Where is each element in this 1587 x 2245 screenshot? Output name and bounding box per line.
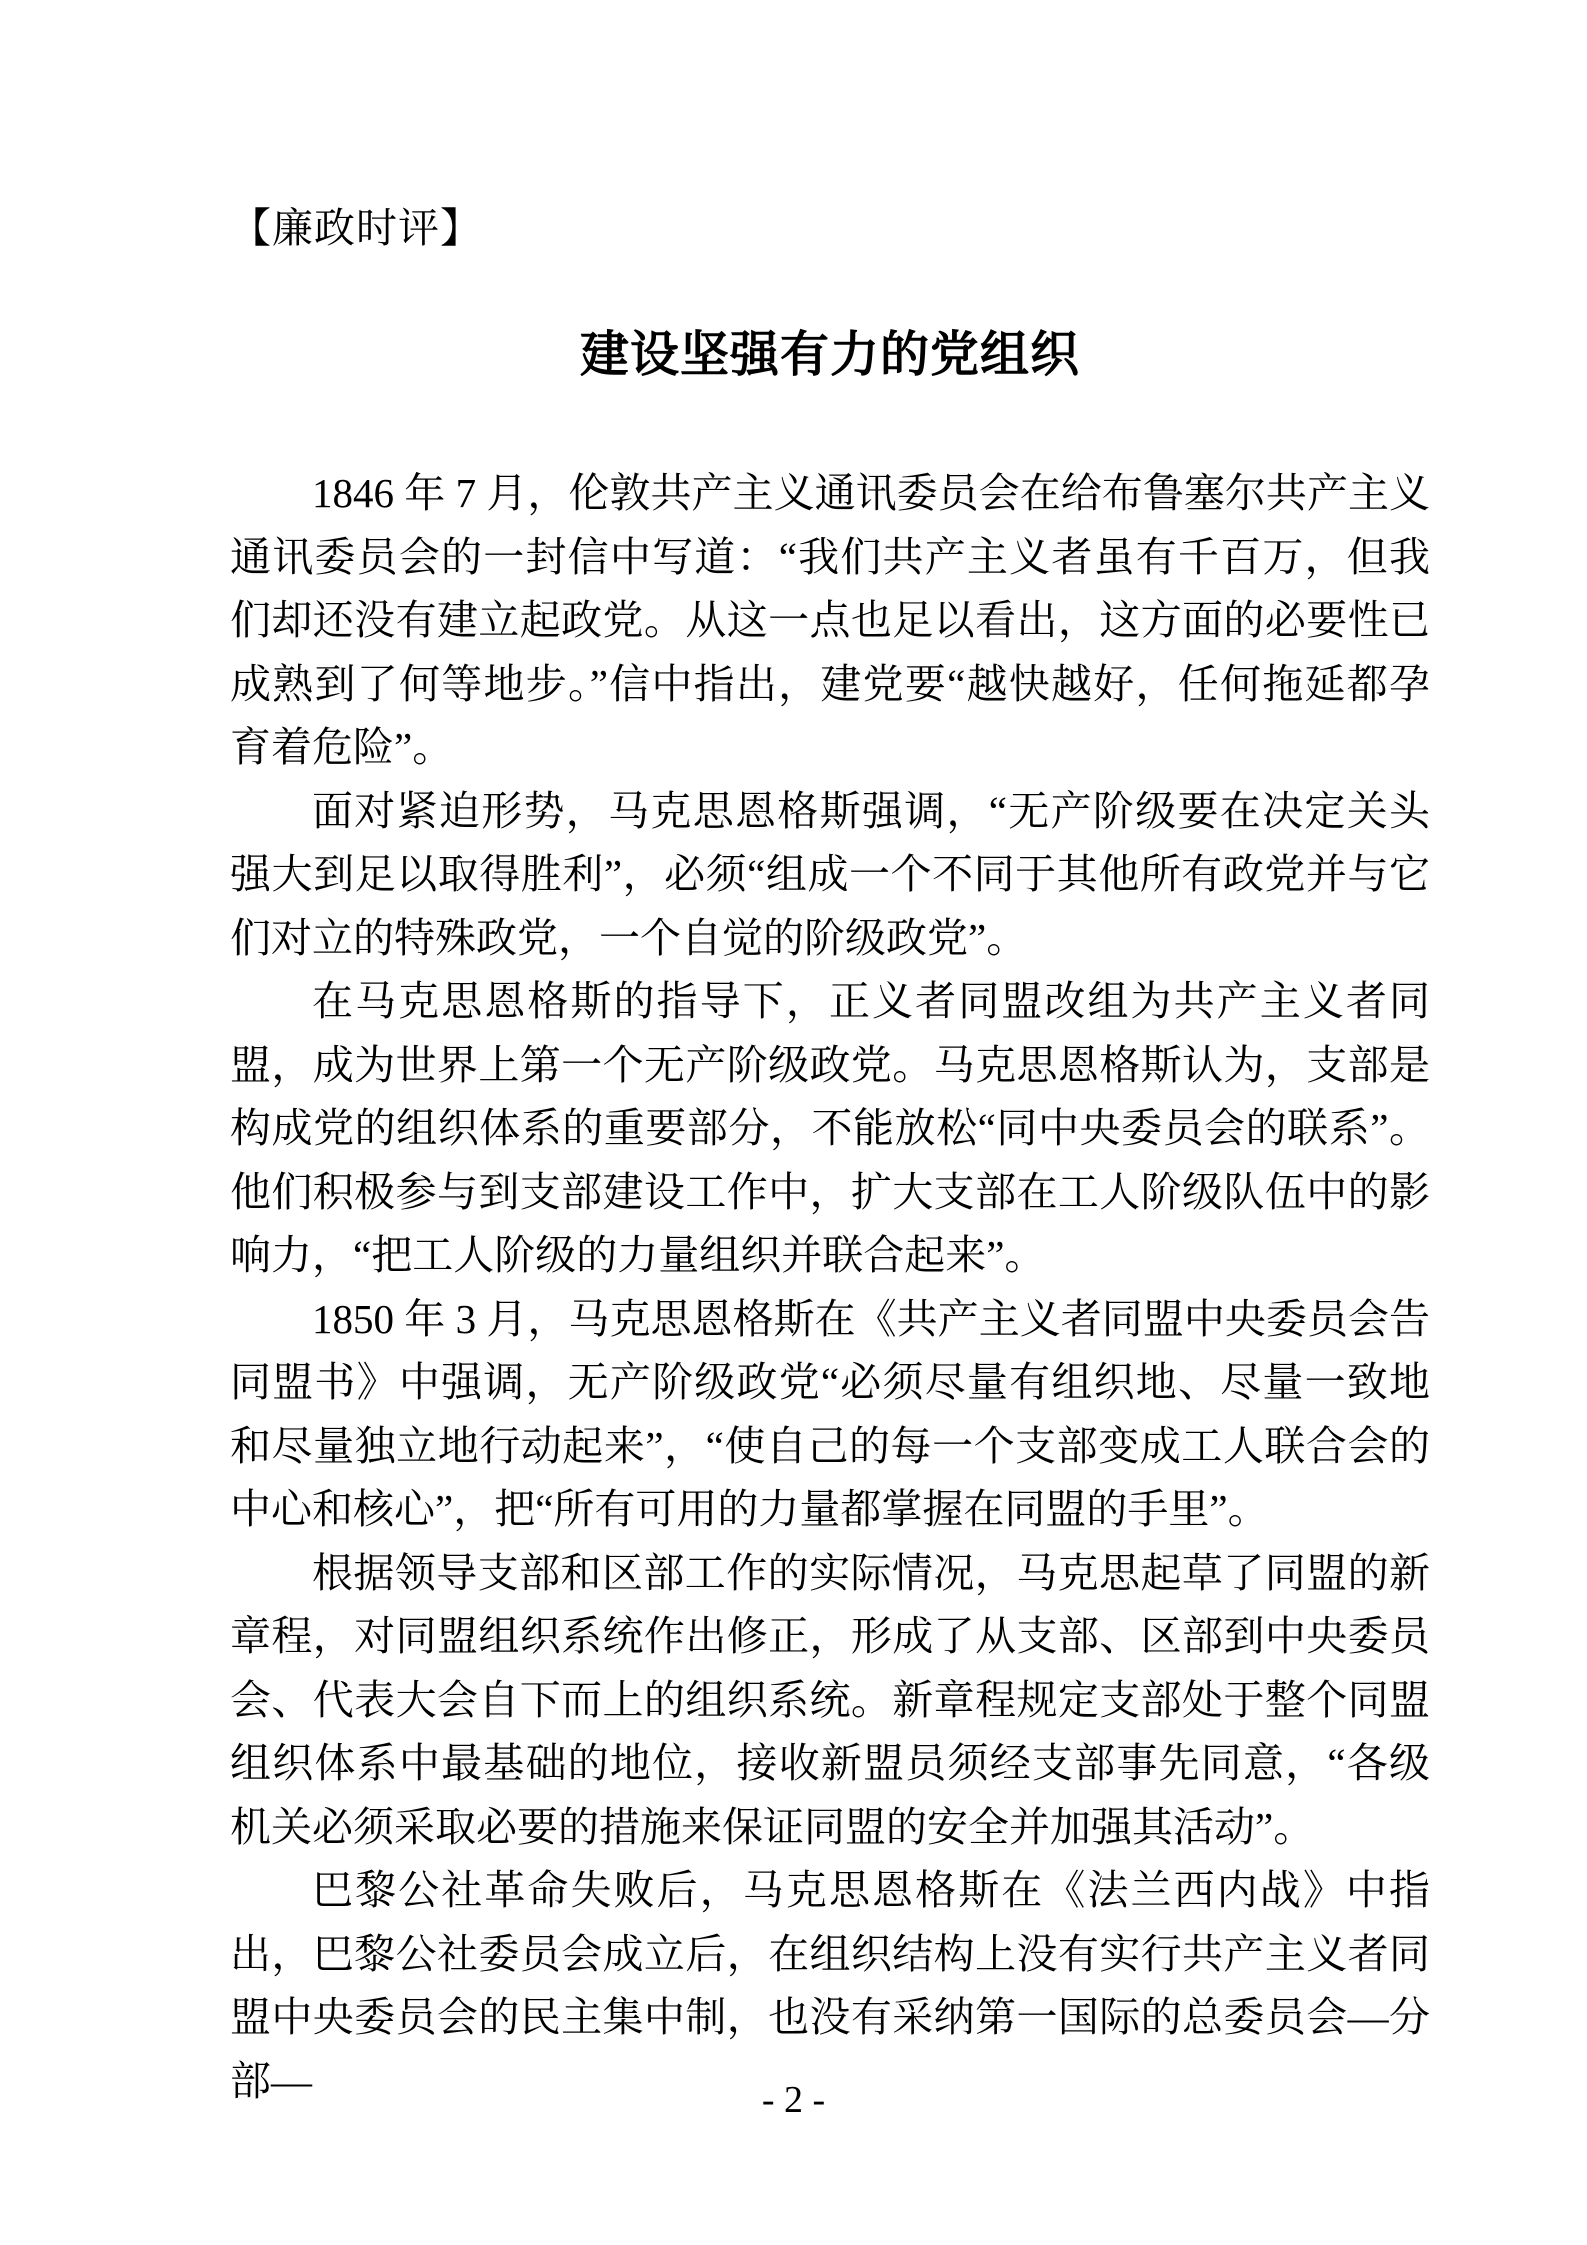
page-number: - 2 - <box>761 2079 826 2121</box>
paragraph: 巴黎公社革命失败后，马克思恩格斯在《法兰西内战》中指出，巴黎公社委员会成立后，在组织结构上没有实行共产主义者同盟中央委员会的民主集中制，也没有采纳第一国际的总委员会—分部— <box>230 1867 1430 2104</box>
paragraph: 1850 年 3 月，马克思恩格斯在《共产主义者同盟中央委员会告同盟书》中强调，无产阶级政党“必须尽量有组织地、尽量一致地和尽量独立地行动起来”，“使自己的每一个支部变成工人联合会的中心和核心”，把“所有可用的力量都掌握在同盟的手里”。 <box>230 1295 1430 1532</box>
paragraph: 1846 年 7 月，伦敦共产主义通讯委员会在给布鲁塞尔共产主义通讯委员会的一封信中写道：“我们共产主义者虽有千百万，但我们却还没有建立起政党。从这一点也足以看出，这方面的必要性已成熟到了何等地步。”信中指出，建党要“越快越好，任何拖延都孕育着危险”。 <box>230 470 1430 770</box>
document-body <box>230 462 1430 2113</box>
paragraph: 在马克思恩格斯的指导下，正义者同盟改组为共产主义者同盟，成为世界上第一个无产阶级政党。马克思恩格斯认为，支部是构成党的组织体系的重要部分，不能放松“同中央委员会的联系”。他们积极参与到支部建设工作中，扩大支部在工人阶级队伍中的影响力，“把工人阶级的力量组织并联合起来”。 <box>230 978 1430 1278</box>
paragraph: 根据领导支部和区部工作的实际情况，马克思起草了同盟的新章程，对同盟组织系统作出修正，形成了从支部、区部到中央委员会、代表大会自下而上的组织系统。新章程规定支部处于整个同盟组织体系中最基础的地位，接收新盟员须经支部事先同意，“各级机关必须采取必要的措施来保证同盟的安全并加强其活动”。 <box>230 1549 1430 1850</box>
page-title: 建设坚强有力的党组织 <box>579 327 1080 382</box>
paragraph: 面对紧迫形势，马克思恩格斯强调，“无产阶级要在决定关头强大到足以取得胜利”，必须“组成一个不同于其他所有政党并与它们对立的特殊政党，一个自觉的阶级政党”。 <box>230 787 1430 961</box>
document-content <box>230 0 1430 2113</box>
category-label: 【廉政时评】 <box>230 205 482 251</box>
